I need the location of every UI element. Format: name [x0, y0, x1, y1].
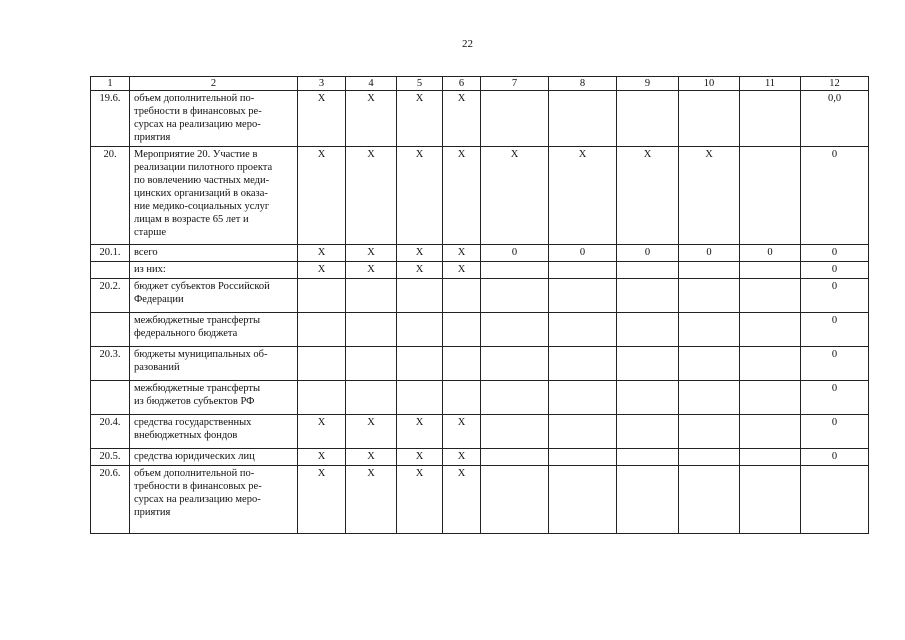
value-cell-col-7 [481, 466, 549, 534]
value-cell-col-7 [481, 381, 549, 415]
value-cell-col-3: X [298, 147, 346, 245]
row-label-cell: Мероприятие 20. Участие в реализации пилотного проекта по вовлечению частных меди- цинских организаций в оказа- ние медико-социальных услуг лицам в возрасте 65 лет и старше [130, 147, 298, 245]
value-cell-col-5 [397, 381, 443, 415]
value-cell-col-11 [740, 415, 801, 449]
value-cell-col-5 [397, 313, 443, 347]
value-cell-col-12: 0 [801, 147, 869, 245]
value-cell-col-10: 0 [679, 245, 740, 262]
value-cell-col-12: 0 [801, 262, 869, 279]
row-number-cell: 20.1. [91, 245, 130, 262]
value-cell-col-11 [740, 449, 801, 466]
row-label-cell: объем дополнительной по- требности в финансовых ре- сурсах на реализацию меро- приятия [130, 466, 298, 534]
value-cell-col-11 [740, 313, 801, 347]
budget-table [90, 76, 869, 534]
row-number-cell: 19.6. [91, 91, 130, 147]
value-cell-col-6 [443, 381, 481, 415]
value-cell-col-6: X [443, 245, 481, 262]
value-cell-col-9: 0 [617, 245, 679, 262]
column-header-12: 12 [801, 77, 869, 91]
row-label-cell: бюджет субъектов Российской Федерации [130, 279, 298, 313]
value-cell-col-4 [346, 313, 397, 347]
value-cell-col-7: X [481, 147, 549, 245]
row-label-cell: межбюджетные трансферты из бюджетов субъектов РФ [130, 381, 298, 415]
value-cell-col-3 [298, 313, 346, 347]
table-row [91, 279, 869, 313]
value-cell-col-12: 0 [801, 415, 869, 449]
value-cell-col-11 [740, 279, 801, 313]
table-row [91, 466, 869, 534]
value-cell-col-3: X [298, 449, 346, 466]
table-row [91, 381, 869, 415]
value-cell-col-8 [549, 91, 617, 147]
value-cell-col-11 [740, 381, 801, 415]
value-cell-col-8 [549, 313, 617, 347]
value-cell-col-8 [549, 415, 617, 449]
value-cell-col-4: X [346, 449, 397, 466]
value-cell-col-6 [443, 347, 481, 381]
value-cell-col-8 [549, 347, 617, 381]
value-cell-col-11 [740, 347, 801, 381]
value-cell-col-12: 0,0 [801, 91, 869, 147]
value-cell-col-7: 0 [481, 245, 549, 262]
value-cell-col-3: X [298, 91, 346, 147]
value-cell-col-12: 0 [801, 449, 869, 466]
row-number-cell: 20.2. [91, 279, 130, 313]
value-cell-col-5: X [397, 449, 443, 466]
value-cell-col-7 [481, 279, 549, 313]
value-cell-col-11 [740, 147, 801, 245]
value-cell-col-3 [298, 279, 346, 313]
value-cell-col-11 [740, 466, 801, 534]
value-cell-col-5: X [397, 262, 443, 279]
value-cell-col-12 [801, 466, 869, 534]
column-header-1: 1 [91, 77, 130, 91]
value-cell-col-5: X [397, 466, 443, 534]
value-cell-col-6: X [443, 147, 481, 245]
value-cell-col-3: X [298, 262, 346, 279]
value-cell-col-4: X [346, 91, 397, 147]
row-label-cell: объем дополнительной по- требности в финансовых ре- сурсах на реализацию меро- приятия [130, 91, 298, 147]
value-cell-col-12: 0 [801, 381, 869, 415]
value-cell-col-10 [679, 313, 740, 347]
value-cell-col-4: X [346, 415, 397, 449]
value-cell-col-5: X [397, 415, 443, 449]
column-header-3: 3 [298, 77, 346, 91]
value-cell-col-11 [740, 262, 801, 279]
table-row [91, 147, 869, 245]
value-cell-col-9 [617, 466, 679, 534]
value-cell-col-10 [679, 91, 740, 147]
value-cell-col-9 [617, 449, 679, 466]
value-cell-col-12: 0 [801, 347, 869, 381]
value-cell-col-6: X [443, 449, 481, 466]
value-cell-col-8 [549, 381, 617, 415]
row-label-cell: из них: [130, 262, 298, 279]
value-cell-col-11: 0 [740, 245, 801, 262]
value-cell-col-5: X [397, 245, 443, 262]
row-number-cell: 20.4. [91, 415, 130, 449]
value-cell-col-5 [397, 347, 443, 381]
value-cell-col-8 [549, 466, 617, 534]
value-cell-col-3: X [298, 245, 346, 262]
value-cell-col-3: X [298, 415, 346, 449]
value-cell-col-4 [346, 381, 397, 415]
table-row [91, 347, 869, 381]
value-cell-col-7 [481, 262, 549, 279]
value-cell-col-6: X [443, 466, 481, 534]
value-cell-col-9 [617, 262, 679, 279]
value-cell-col-9 [617, 313, 679, 347]
row-number-cell: 20.3. [91, 347, 130, 381]
value-cell-col-3: X [298, 466, 346, 534]
row-number-cell [91, 381, 130, 415]
table-row [91, 415, 869, 449]
value-cell-col-8 [549, 279, 617, 313]
column-header-6: 6 [443, 77, 481, 91]
value-cell-col-9 [617, 279, 679, 313]
value-cell-col-12: 0 [801, 313, 869, 347]
value-cell-col-6 [443, 279, 481, 313]
column-header-10: 10 [679, 77, 740, 91]
value-cell-col-10 [679, 415, 740, 449]
value-cell-col-7 [481, 313, 549, 347]
value-cell-col-10 [679, 279, 740, 313]
value-cell-col-12: 0 [801, 279, 869, 313]
table-body [91, 91, 869, 534]
table-row [91, 91, 869, 147]
value-cell-col-8 [549, 262, 617, 279]
value-cell-col-4: X [346, 466, 397, 534]
column-header-5: 5 [397, 77, 443, 91]
value-cell-col-10 [679, 381, 740, 415]
value-cell-col-6 [443, 313, 481, 347]
column-header-11: 11 [740, 77, 801, 91]
value-cell-col-7 [481, 91, 549, 147]
value-cell-col-10: X [679, 147, 740, 245]
column-header-7: 7 [481, 77, 549, 91]
row-number-cell: 20. [91, 147, 130, 245]
row-label-cell: средства юридических лиц [130, 449, 298, 466]
value-cell-col-11 [740, 91, 801, 147]
value-cell-col-10 [679, 449, 740, 466]
value-cell-col-9: X [617, 147, 679, 245]
value-cell-col-9 [617, 415, 679, 449]
value-cell-col-6: X [443, 262, 481, 279]
table-row [91, 245, 869, 262]
value-cell-col-9 [617, 91, 679, 147]
page-number: 22 [462, 38, 473, 50]
value-cell-col-7 [481, 415, 549, 449]
value-cell-col-6: X [443, 415, 481, 449]
value-cell-col-3 [298, 381, 346, 415]
column-header-8: 8 [549, 77, 617, 91]
column-header-4: 4 [346, 77, 397, 91]
value-cell-col-8 [549, 449, 617, 466]
column-header-2: 2 [130, 77, 298, 91]
column-header-9: 9 [617, 77, 679, 91]
row-number-cell [91, 262, 130, 279]
table-row [91, 449, 869, 466]
table-row [91, 313, 869, 347]
row-label-cell: межбюджетные трансферты федерального бюджета [130, 313, 298, 347]
value-cell-col-4: X [346, 262, 397, 279]
value-cell-col-12: 0 [801, 245, 869, 262]
value-cell-col-4 [346, 347, 397, 381]
value-cell-col-10 [679, 262, 740, 279]
value-cell-col-8: 0 [549, 245, 617, 262]
value-cell-col-10 [679, 466, 740, 534]
value-cell-col-3 [298, 347, 346, 381]
value-cell-col-7 [481, 347, 549, 381]
value-cell-col-4 [346, 279, 397, 313]
table-row [91, 262, 869, 279]
value-cell-col-4: X [346, 245, 397, 262]
row-number-cell [91, 313, 130, 347]
row-number-cell: 20.6. [91, 466, 130, 534]
row-label-cell: средства государственных внебюджетных фондов [130, 415, 298, 449]
row-label-cell: всего [130, 245, 298, 262]
value-cell-col-4: X [346, 147, 397, 245]
value-cell-col-5 [397, 279, 443, 313]
header-row [91, 77, 869, 91]
value-cell-col-7 [481, 449, 549, 466]
value-cell-col-10 [679, 347, 740, 381]
row-label-cell: бюджеты муниципальных об- разований [130, 347, 298, 381]
value-cell-col-5: X [397, 91, 443, 147]
row-number-cell: 20.5. [91, 449, 130, 466]
value-cell-col-5: X [397, 147, 443, 245]
value-cell-col-6: X [443, 91, 481, 147]
value-cell-col-8: X [549, 147, 617, 245]
value-cell-col-9 [617, 381, 679, 415]
value-cell-col-9 [617, 347, 679, 381]
